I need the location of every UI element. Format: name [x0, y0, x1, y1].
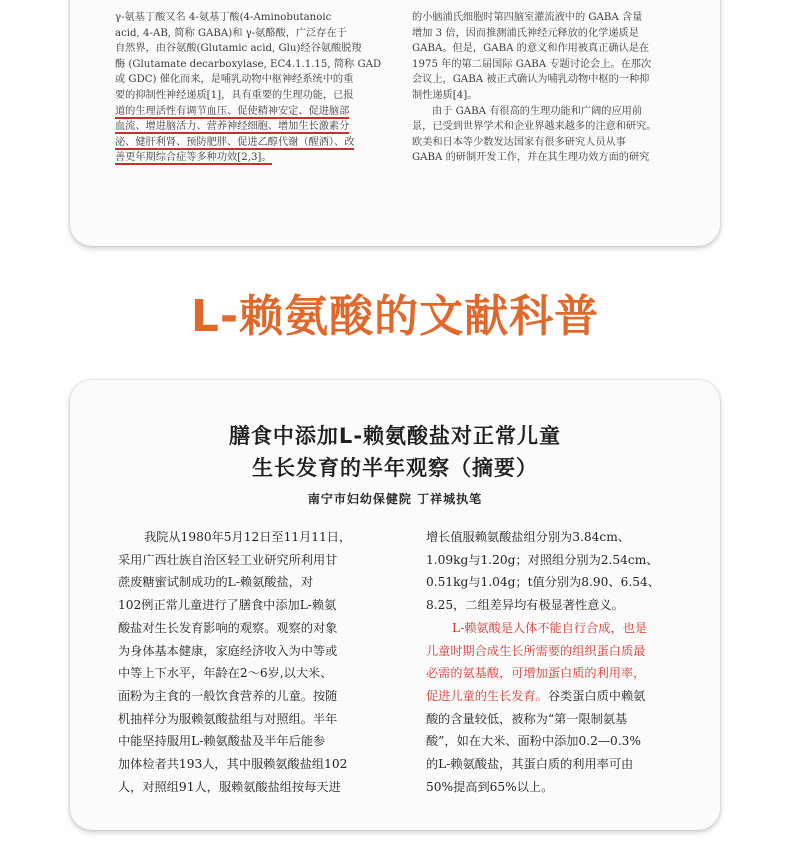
text-line: 8.25，二组差异均有极显著性意义。	[426, 598, 624, 613]
text-line: 制性递质[4]。	[412, 89, 478, 101]
text-line: γ-氨基丁酸又名 4-氨基丁酸(4-Aminobutanoic	[115, 12, 332, 23]
highlighted-text-line: 促进儿童的生长发育。	[426, 688, 548, 703]
text-line: 加体检者共193人，其中服赖氨酸盐组102	[118, 757, 348, 772]
underlined-text-line: 善更年期综合症等多种功效[2,3]。	[115, 152, 272, 164]
paper-author: 南宁市妇幼保健院 丁祥城执笔	[307, 492, 483, 506]
text-line: 自然界，由谷氨酸(Glutamic acid, Glu)经谷氨酸脱羧	[115, 43, 362, 55]
text-line: 中能坚持服用L-赖氨酸盐及半年后能参	[118, 734, 326, 749]
text-line: 人，对照组91人，服赖氨酸盐组按每天进	[118, 779, 341, 794]
text-line: 的小脑浦氏细胞时第四脑室灌流液中的 GABA 含量	[412, 12, 643, 23]
paper-title-line-2: 生长发育的半年观察（摘要）	[252, 456, 538, 480]
text-line: 1.09kg与1.20g；对照组分别为2.54cm、	[426, 552, 659, 567]
text-line: 酶 (Glutamate decarboxylase, EC4.1.1.15, 简称 GAD	[115, 58, 382, 70]
text-line: 会议上，GABA 被正式确认为哺乳动物中枢的一种抑	[412, 74, 650, 86]
underlined-text-line: 道的生理活性有调节血压、促使精神安定、促进脑部	[115, 105, 350, 117]
text-line: 酸”，如在大米、面粉中添加0.2—0.3%	[426, 734, 642, 749]
text-line: 由于 GABA 有很高的生理功能和广阔的应用前	[432, 105, 643, 117]
paper-scan-card	[70, 380, 720, 830]
text-line: 50%提高到65%以上。	[426, 779, 554, 794]
paper-right-column	[426, 526, 696, 798]
highlighted-text-line: 儿童时期合成生长所需要的组织蛋白质最	[426, 643, 646, 658]
text-line: 或 GDC) 催化而来，是哺乳动物中枢神经系统中的重	[115, 74, 354, 86]
text-line: 机抽样分为服赖氨酸盐组与对照组。半年	[118, 711, 338, 726]
text-line: 0.51kg与1.04g；t值分别为8.90、6.54、	[426, 575, 660, 590]
text-line: 欧美和日本等少数发达国家有很多研究人员从事	[412, 136, 626, 148]
text-line: 中等上下水平，年龄在2～6岁,以大米、	[118, 666, 333, 681]
text-line: 要的抑制性神经递质[1]，具有重要的生理功能，已报	[115, 89, 354, 101]
text-fragment: 谷类蛋白质中赖氨	[547, 688, 646, 703]
text-line: 102例正常儿童进行了膳食中添加L-赖氨	[118, 598, 337, 613]
text-line: 的L-赖氨酸盐，其蛋白质的利用率可由	[426, 757, 634, 772]
text-line: 我院从1980年5月12日至11月11日，	[144, 530, 352, 544]
highlighted-text-line: 必需的氨基酸，可增加蛋白质的利用率，	[426, 666, 646, 681]
text-line: 1975 年的第二届国际 GABA 专题讨论会上。在那次	[412, 58, 652, 70]
underlined-text-line: 泌、健肝利肾、预防肥胖、促进乙醇代谢（醒酒）、改	[115, 136, 355, 148]
text-line: 采用广西壮族自治区轻工业研究所利用甘	[118, 552, 338, 567]
top-document-card	[70, 0, 720, 246]
paper-title-line-1: 膳食中添加L-赖氨酸盐对正常儿童	[228, 424, 562, 448]
highlighted-text-line: L-赖氨酸是人体不能自行合成，也是	[452, 620, 648, 635]
text-line: 酸盐对生长发育影响的观察。观察的对象	[118, 620, 338, 635]
underlined-text-line: 血流、增进脑活力、营养神经细胞、增加生长激素分	[115, 121, 350, 133]
text-line: acid, 4-AB, 简称 GABA)和 γ-氨酪酸，广泛存在于	[115, 27, 347, 39]
text-line: 增加 3 倍，因而推测浦氏神经元释放的化学递质是	[412, 27, 639, 39]
text-line: 蔗废糖蜜试制成功的L-赖氨酸盐，对	[118, 575, 314, 590]
text-line: GABA。但是，GABA 的意义和作用被真正确认是在	[412, 43, 650, 55]
text-line: 酸的含量较低，被称为“第一限制氨基	[426, 711, 628, 726]
text-line: 景，已受到世界学术和企业界越来越多的注意和研究。	[412, 121, 657, 133]
section-heading: L-赖氨酸的文献科普	[190, 291, 600, 342]
top-right-column	[412, 10, 692, 166]
top-left-column	[115, 10, 413, 166]
text-line: 为身体基本健康，家庭经济收入为中等或	[118, 643, 338, 658]
paper-left-column	[118, 526, 418, 798]
text-line: 增长值服赖氨酸盐组分别为3.84cm、	[426, 530, 630, 544]
text-line: GABA 的研制开发工作，并在其生理功效方面的研究	[412, 152, 650, 164]
text-line: 面粉为主食的一般饮食营养的儿童。按随	[118, 688, 338, 703]
